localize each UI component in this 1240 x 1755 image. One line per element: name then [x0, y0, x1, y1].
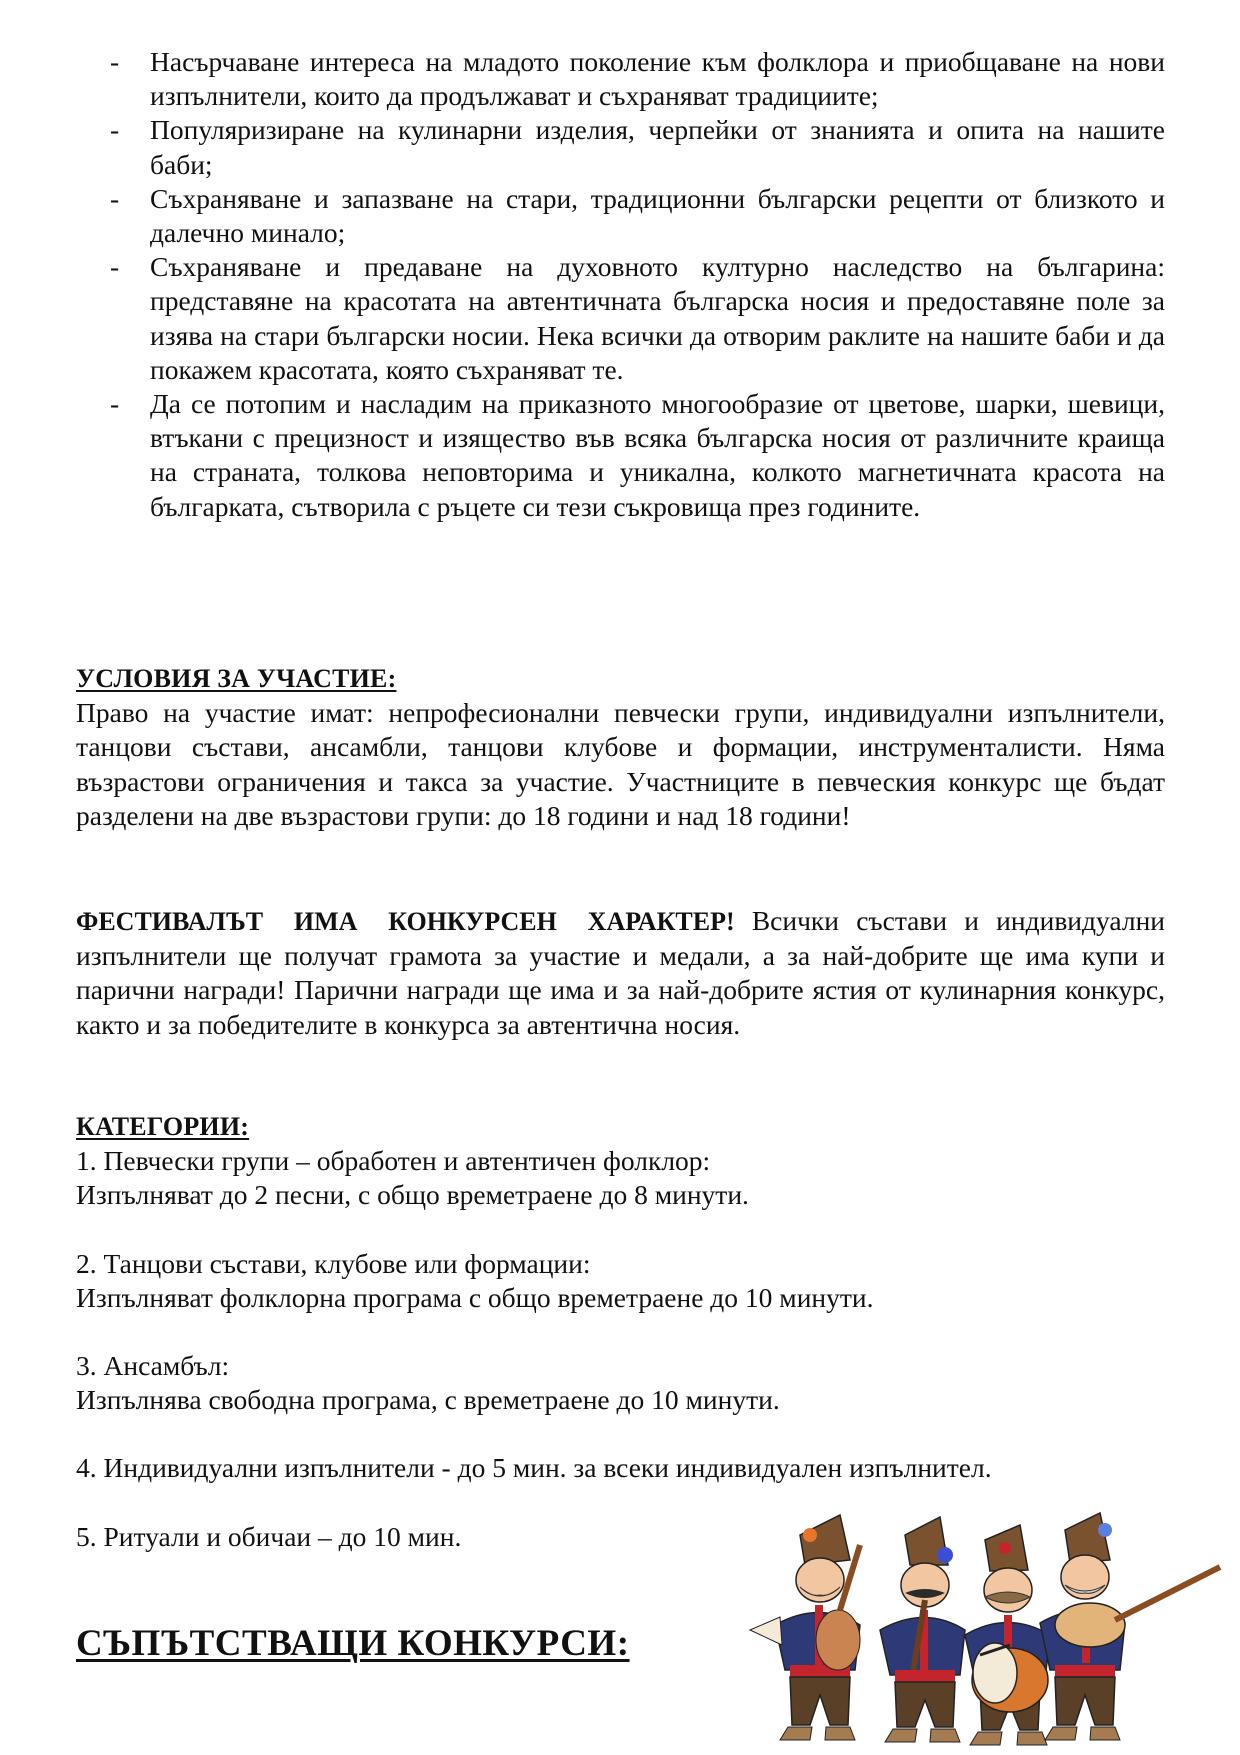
bullet-dash: - — [110, 251, 120, 283]
conditions-section — [76, 662, 1165, 833]
goal-item — [110, 250, 1165, 387]
category-title: 3. Ансамбъл: — [76, 1350, 230, 1382]
category-title: 4. Индивидуални изпълнители - до 5 мин. за всеки индивидуален изпълнител. — [76, 1452, 992, 1484]
goal-text: Да се потопим и насладим на приказното многообразие от цветове, шарки, шевици, втъкани с прецизност и изящество във всяка българска носия от различните краища на страната, толкова неповторима и уникална, колкото магнетичната красота на българката, сътворила с ръцете си тези съкровища през годините. — [150, 388, 1165, 522]
category-detail: Изпълнява свободна програма, с времетраене до 10 минути. — [76, 1384, 780, 1416]
accompanying-contests-heading: СЪПЪТСТВАЩИ КОНКУРСИ: — [76, 1623, 630, 1664]
goal-text: Съхраняване и запазване на стари, традиционни български рецепти от близкото и далечно минало; — [150, 182, 1165, 249]
category-item — [76, 1349, 1165, 1417]
category-title: 5. Ритуали и обичаи – до 10 мин. — [76, 1520, 462, 1552]
conditions-text: Право на участие имат: непрофесионални певчески групи, индивидуални изпълнители, танцови състави, ансамбли, танцови клубове и формации, инструменталисти. Няма възрастови ограничения и такса за участие. Участниците в певческия конкурс ще бъдат разделени на две възрастови групи: до 18 години и над 18 години! — [76, 697, 1165, 831]
goal-text: Популяризиране на кулинарни изделия, черпейки от знанията и опита на нашите баби; — [150, 114, 1165, 180]
category-item — [76, 1451, 1036, 1485]
competition-section — [76, 904, 1165, 1042]
goal-item — [110, 113, 1165, 181]
goal-text: Съхраняване и предаване на духовното културно наследство на българина: представяне на красотата на автентичната българска носия и предоставяне поле за изява на стари български носии. Нека всички да отворим раклите на нашите баби и да покажем красотата, която съхраняват те. — [150, 251, 1165, 385]
competition-bold-lead: ФЕСТИВАЛЪТ ИМА КОНКУРСЕН ХАРАКТЕР! — [76, 907, 735, 936]
bullet-dash: - — [110, 114, 120, 146]
musician-tambura-icon — [1040, 1513, 1220, 1740]
bullet-dash: - — [110, 46, 120, 77]
folk-musicians-illustration — [720, 1505, 1230, 1750]
musician-kaval-icon — [880, 1517, 965, 1742]
goals-list — [110, 45, 1165, 524]
musician-gadulka-icon — [750, 1515, 860, 1740]
goal-item — [110, 45, 1165, 113]
bullet-dash: - — [110, 182, 120, 214]
musician-drum-icon — [965, 1525, 1050, 1745]
category-detail: Изпълняват фолклорна програма с общо времетраене до 10 минути. — [76, 1281, 874, 1313]
bullet-dash: - — [110, 388, 120, 420]
conditions-heading: УСЛОВИЯ ЗА УЧАСТИЕ: — [76, 664, 397, 693]
category-title: 2. Танцови състави, клубове или формации: — [76, 1247, 591, 1279]
category-detail: Изпълняват до 2 песни, с общо времетраене до 8 минути. — [76, 1179, 749, 1211]
category-item — [76, 1144, 1165, 1212]
category-title: 1. Певчески групи – обработен и автентичен фолклор: — [76, 1145, 711, 1177]
categories-heading: КАТЕГОРИИ: — [76, 1112, 250, 1141]
goal-item — [110, 182, 1165, 250]
category-item — [76, 1247, 1165, 1315]
goal-text: Насърчаване интереса на младото поколение към фолклора и приобщаване на нови изпълнители, които да продължават и съхраняват традициите; — [150, 46, 1165, 112]
goal-item — [110, 387, 1165, 524]
competition-text: Всички състави и индивидуални изпълнители ще получат грамота за участие и медали, а за най-добрите ще има купи и парични награди! Парични награди ще има и за най-добрите ястия от кулинарния конкурс, както и за победителите в конкурса за автентична носия. — [76, 905, 1166, 1040]
